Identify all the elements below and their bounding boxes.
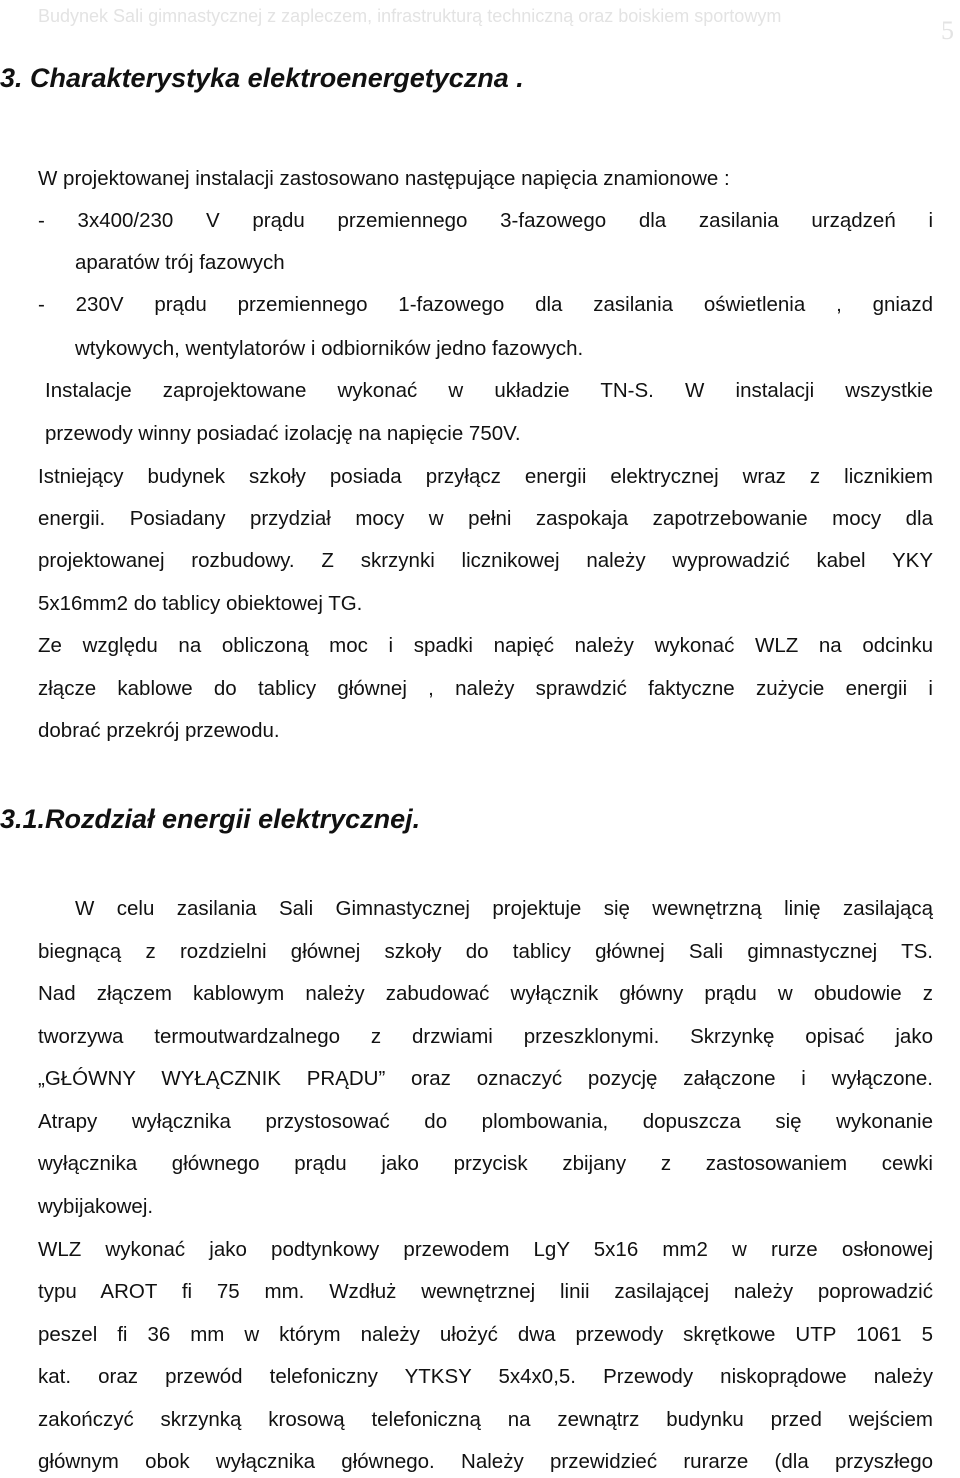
- paragraph-line: przewody winny posiadać izolację na napięcie 750V.: [45, 422, 521, 445]
- paragraph-line: WLZ wykonać jako podtynkowy przewodem LgY 5x16 mm2 w rurze osłonowej: [38, 1238, 933, 1261]
- page-number: 5: [941, 16, 954, 45]
- running-header: Budynek Sali gimnastycznej z zapleczem, infrastrukturą techniczną oraz boiskiem sportowym: [38, 6, 782, 26]
- paragraph-line: wybijakowej.: [38, 1195, 154, 1218]
- paragraph-line: Istniejący budynek szkoły posiada przyłącz energii elektrycznej wraz z licznikiem: [38, 465, 933, 488]
- paragraph-line: projektowanej rozbudowy. Z skrzynki licznikowej należy wyprowadzić kabel YKY: [38, 549, 933, 572]
- list-item-line: - 230V prądu przemiennego 1-fazowego dla zasilania oświetlenia , gniazd: [38, 293, 933, 316]
- paragraph-line: Instalacje zaprojektowane wykonać w układzie TN-S. W instalacji wszystkie: [45, 379, 933, 402]
- paragraph-line: głównym obok wyłącznika głównego. Należy przewidzieć rurarze (dla przyszłego: [38, 1450, 933, 1473]
- paragraph-line: złącze kablowe do tablicy głównej , należy sprawdzić faktyczne zużycie energii i: [38, 677, 933, 700]
- paragraph-line: dobrać przekrój przewodu.: [38, 719, 280, 742]
- section-3-heading: 3. Charakterystyka elektroenergetyczna .: [0, 63, 524, 93]
- list-item-line: wtykowych, wentylatorów i odbiorników jedno fazowych.: [75, 337, 584, 360]
- paragraph-line: wyłącznika głównego prądu jako przycisk zbijany z zastosowaniem cewki: [38, 1152, 933, 1175]
- paragraph-line: zakończyć skrzynką krosową telefoniczną na zewnątrz budynku przed wejściem: [38, 1408, 933, 1431]
- paragraph-line: W celu zasilania Sali Gimnastycznej projektuje się wewnętrzną linię zasilającą: [75, 897, 933, 920]
- paragraph-line: „GŁÓWNY WYŁĄCZNIK PRĄDU” oraz oznaczyć pozycję załączone i wyłączone.: [38, 1067, 933, 1090]
- list-item-line: - 3x400/230 V prądu przemiennego 3-fazowego dla zasilania urządzeń i: [38, 209, 933, 232]
- paragraph-line: 5x16mm2 do tablicy obiektowej TG.: [38, 592, 363, 615]
- paragraph-line: energii. Posiadany przydział mocy w pełni zaspokaja zapotrzebowanie mocy dla: [38, 507, 933, 530]
- paragraph-line: typu AROT fi 75 mm. Wzdłuż wewnętrznej linii zasilającej należy poprowadzić: [38, 1280, 933, 1303]
- paragraph-line: peszel fi 36 mm w którym należy ułożyć dwa przewody skrętkowe UTP 1061 5: [38, 1323, 933, 1346]
- paragraph-line: W projektowanej instalacji zastosowano następujące napięcia znamionowe :: [38, 167, 730, 190]
- list-item-line: aparatów trój fazowych: [75, 251, 285, 274]
- paragraph-line: biegnącą z rozdzielni głównej szkoły do tablicy głównej Sali gimnastycznej TS.: [38, 940, 933, 963]
- paragraph-line: tworzywa termoutwardzalnego z drzwiami przeszklonymi. Skrzynkę opisać jako: [38, 1025, 933, 1048]
- paragraph-line: Atrapy wyłącznika przystosować do plombowania, dopuszcza się wykonanie: [38, 1110, 933, 1133]
- paragraph-line: Nad złączem kablowym należy zabudować wyłącznik główny prądu w obudowie z: [38, 982, 933, 1005]
- section-3-1-heading: 3.1.Rozdział energii elektrycznej.: [0, 804, 421, 834]
- paragraph-line: kat. oraz przewód telefoniczny YTKSY 5x4x0,5. Przewody niskoprądowe należy: [38, 1365, 933, 1388]
- paragraph-line: Ze względu na obliczoną moc i spadki napięć należy wykonać WLZ na odcinku: [38, 634, 933, 657]
